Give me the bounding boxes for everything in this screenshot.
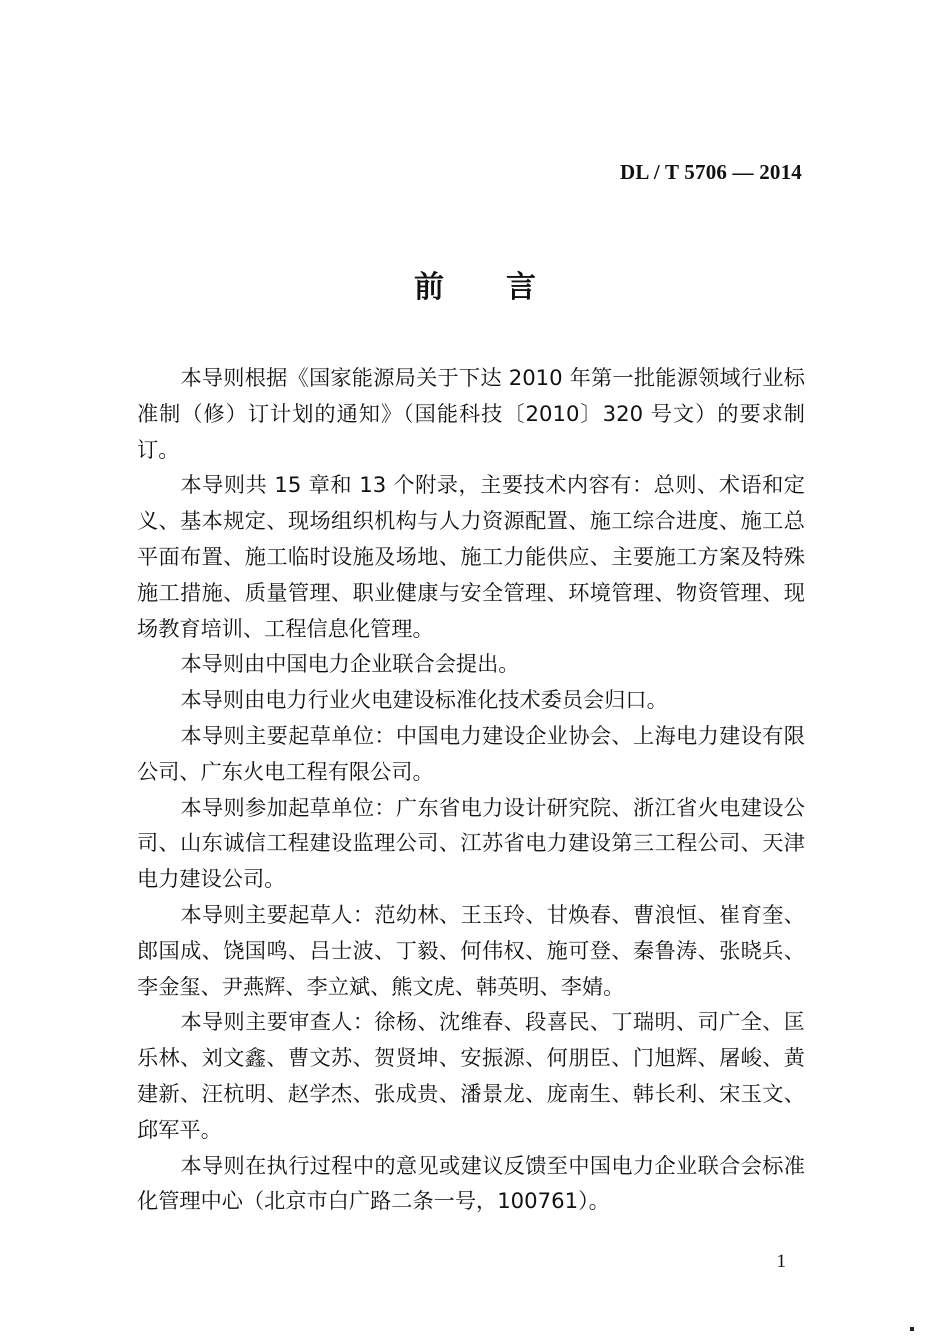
- paragraph-main-drafters: 本导则主要起草人：范幼林、王玉玲、甘焕春、曹浪恒、崔育奎、郎国成、饶国鸣、吕士波、丁毅、何伟权、施可登、秦鲁涛、张晓兵、李金玺、尹燕辉、李立斌、熊文虎、韩英明、李婧。: [137, 901, 805, 999]
- paragraph-centralizer: 本导则由电力行业火电建设标准化技术委员会归口。: [180, 687, 668, 713]
- paragraph-feedback: 本导则在执行过程中的意见或建议反馈至中国电力企业联合会标准化管理中心（北京市白广路二条一号，100761）。: [137, 1152, 805, 1214]
- page-title: 前言: [414, 270, 598, 305]
- preface-body: [137, 360, 805, 1219]
- standard-code: DL / T 5706 — 2014: [620, 160, 802, 184]
- paragraph-main-drafters-units: 本导则主要起草单位：中国电力建设企业协会、上海电力建设有限公司、广东火电工程有限公司。: [137, 722, 805, 784]
- page-number: 1: [776, 1251, 786, 1272]
- scan-mark: [910, 1327, 914, 1331]
- paragraph-proposer: 本导则由中国电力企业联合会提出。: [180, 651, 520, 677]
- paragraph-participating-units: 本导则参加起草单位：广东省电力设计研究院、浙江省火电建设公司、山东诚信工程建设监理公司、江苏省电力建设第三工程公司、天津电力建设公司。: [137, 794, 805, 892]
- paragraph-contents: 本导则共 15 章和 13 个附录，主要技术内容有：总则、术语和定义、基本规定、现场组织机构与人力资源配置、施工综合进度、施工总平面布置、施工临时设施及场地、施工力能供应、主要施工方案及特殊施工措施、质量管理、职业健康与安全管理、环境管理、物资管理、现场教育培训、工程信息化管理。: [137, 472, 805, 641]
- paragraph-reviewers: 本导则主要审查人：徐杨、沈维春、段喜民、丁瑞明、司广全、匡乐林、刘文鑫、曹文苏、贺贤坤、安振源、何朋臣、门旭辉、屠峻、黄建新、汪杭明、赵学杰、张成贵、潘景龙、庞南生、韩长利、宋玉文、邱军平。: [137, 1009, 805, 1142]
- paragraph-basis: 本导则根据《国家能源局关于下达 2010 年第一批能源领域行业标准制（修）订计划的通知》（国能科技〔2010〕320 号文）的要求制订。: [137, 365, 805, 462]
